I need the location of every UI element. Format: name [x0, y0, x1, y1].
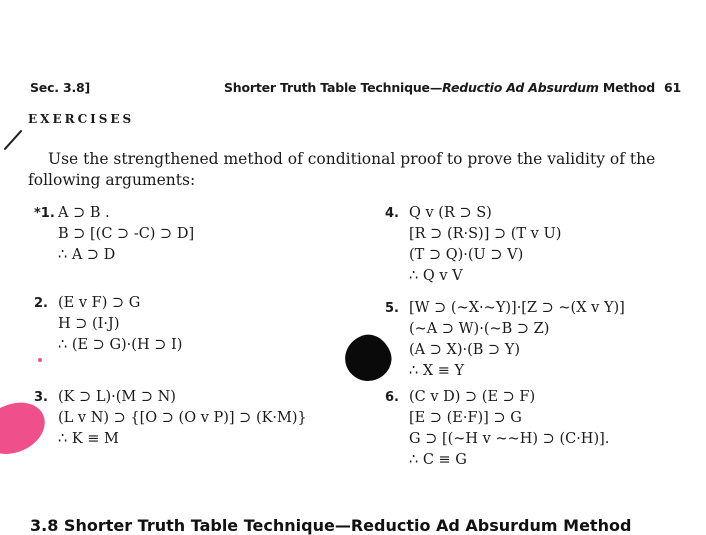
premise: H ⊃ (I·J): [58, 316, 120, 332]
premise: (L v N) ⊃ {[O ⊃ (O v P)] ⊃ (K·M)}: [58, 410, 307, 426]
problem-number: 5.: [385, 301, 399, 316]
running-header-title: [224, 80, 655, 95]
problem-1: [34, 203, 194, 266]
exercises-title: EXERCISES: [28, 112, 135, 126]
conclusion: ∴ X ≡ Y: [409, 363, 465, 379]
premise: G ⊃ [(~H v ~~H) ⊃ (C·H)].: [409, 431, 610, 447]
title-prefix: Shorter Truth Table Technique—: [224, 80, 443, 95]
instruction-line-2: following arguments:: [28, 171, 196, 189]
premise: (~A ⊃ W)·(~B ⊃ Z): [409, 321, 550, 337]
conclusion: ∴ C ≡ G: [409, 452, 467, 468]
section-label: Sec. 3.8]: [30, 80, 91, 95]
title-italic: Reductio Ad Absurdum: [442, 80, 599, 95]
premise: (T ⊃ Q)·(U ⊃ V): [409, 247, 524, 263]
premise: (K ⊃ L)·(M ⊃ N): [58, 389, 176, 405]
pink-dot-mark: [38, 358, 42, 362]
problem-number: 6.: [385, 390, 399, 405]
problem-number: *1.: [34, 206, 55, 221]
conclusion: ∴ (E ⊃ G)·(H ⊃ I): [58, 337, 183, 353]
problem-number: 2.: [34, 296, 48, 311]
problem-2: [34, 293, 182, 356]
premise: Q v (R ⊃ S): [409, 205, 492, 221]
problem-3: [34, 387, 307, 450]
premise: B ⊃ [(C ⊃ -C) ⊃ D]: [58, 226, 195, 242]
instruction-line-1: Use the strengthened method of conditional proof to prove the validity of the: [48, 150, 656, 168]
problem-5: [385, 298, 625, 382]
premise: [E ⊃ (E·F)] ⊃ G: [409, 410, 522, 426]
premise: [R ⊃ (R·S)] ⊃ (T v U): [409, 226, 562, 242]
premise: A ⊃ B .: [58, 205, 110, 221]
premise: [W ⊃ (~X·~Y)]·[Z ⊃ ~(X v Y)]: [409, 300, 625, 316]
next-section-heading: 3.8 Shorter Truth Table Technique—Reductio Ad Absurdum Method: [30, 516, 632, 535]
conclusion: ∴ K ≡ M: [58, 431, 119, 447]
problem-number: 4.: [385, 206, 399, 221]
premise: (A ⊃ X)·(B ⊃ Y): [409, 342, 520, 358]
title-suffix: Method: [598, 80, 655, 95]
conclusion: ∴ Q v V: [409, 268, 463, 284]
problem-6: [385, 387, 609, 471]
problem-number: 3.: [34, 390, 48, 405]
pen-mark: [4, 130, 23, 151]
problem-4: [385, 203, 561, 287]
premise: (E v F) ⊃ G: [58, 295, 141, 311]
conclusion: ∴ A ⊃ D: [58, 247, 116, 263]
page-number: 61: [664, 80, 681, 95]
premise: (C v D) ⊃ (E ⊃ F): [409, 389, 536, 405]
